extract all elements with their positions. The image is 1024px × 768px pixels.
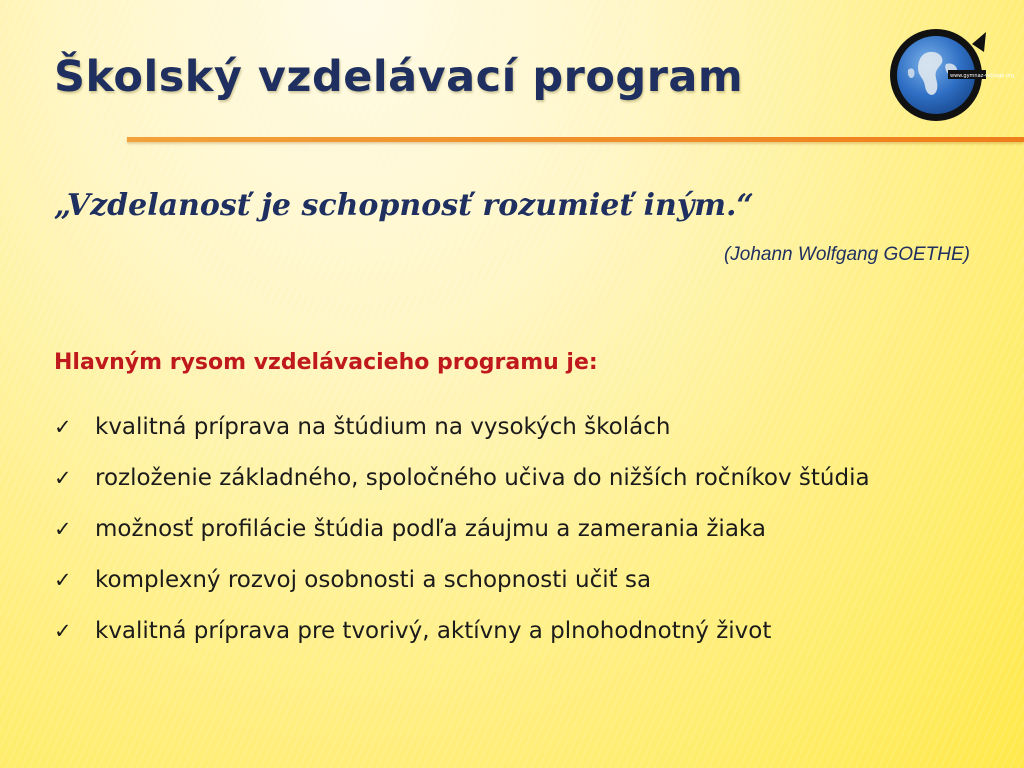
checkmark-icon: ✓	[54, 466, 72, 490]
list-item	[54, 606, 984, 657]
list-item-text: kvalitná príprava pre tvorivý, aktívny a plnohodnotný život	[95, 618, 772, 644]
logo-caption: www.gymnaz-velsage.org	[950, 73, 1015, 79]
title-underline-rule	[127, 137, 1024, 142]
list-item-text: rozloženie základného, spoločného učiva do nižších ročníkov štúdia	[95, 465, 870, 491]
checkmark-icon: ✓	[54, 568, 72, 592]
checkmark-icon: ✓	[54, 517, 72, 541]
list-item	[54, 453, 984, 504]
globe-logo-icon	[884, 26, 1015, 124]
list-item	[54, 555, 984, 606]
bullet-list	[54, 402, 984, 657]
quote-author: (Johann Wolfgang GOETHE)	[723, 244, 970, 265]
list-item	[54, 402, 984, 453]
list-item-text: komplexný rozvoj osobnosti a schopnosti učiť sa	[95, 567, 652, 593]
slide-title: Školský vzdelávací program	[54, 52, 744, 102]
checkmark-icon: ✓	[54, 619, 72, 643]
goethe-quote: „Vzdelanosť je schopnosť rozumieť iným.“	[54, 188, 754, 223]
list-item-text: možnosť profilácie štúdia podľa záujmu a zamerania žiaka	[95, 516, 766, 542]
checkmark-icon: ✓	[54, 415, 72, 439]
list-item-text: kvalitná príprava na štúdium na vysokých školách	[95, 414, 671, 440]
list-item	[54, 504, 984, 555]
section-heading: Hlavným rysom vzdelávacieho programu je:	[54, 350, 598, 375]
